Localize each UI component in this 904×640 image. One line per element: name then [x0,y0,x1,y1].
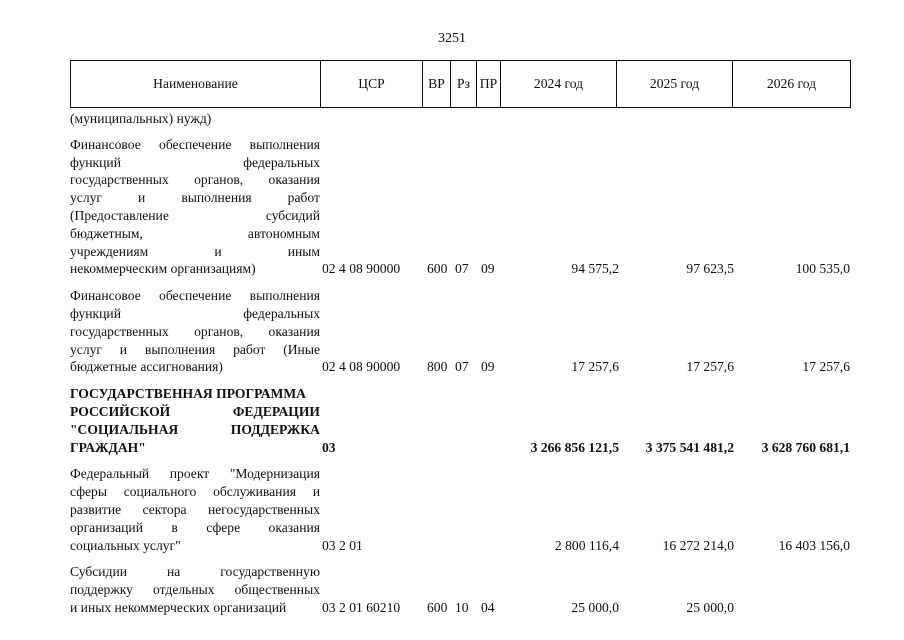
row-csr: 02 4 08 90000 [322,359,401,375]
table-body [70,110,850,617]
row-name [70,136,320,278]
table-header [70,60,851,108]
row-rz: 10 [455,599,469,615]
row-name-line: развитие сектора негосударственных [70,501,320,517]
row-amount-2025: 3 375 541 481,2 [645,439,734,455]
table-row [70,465,850,554]
row-amount-2026: 3 628 760 681,1 [761,439,850,455]
row-name [70,287,320,376]
row-rz: 07 [455,261,469,277]
row-amount-2026: 17 257,6 [802,359,850,375]
row-name-line: некоммерческим организациям) [70,261,256,277]
row-amount-2024: 25 000,0 [571,599,619,615]
row-name-line: бюджетные ассигнования) [70,359,223,375]
row-name-line: функций федеральных [70,305,320,321]
row-name-line: ГРАЖДАН" [70,439,146,455]
row-name-line: государственных органов, оказания [70,172,320,188]
row-name [70,110,320,128]
table-row [70,385,850,456]
page-number: 3251 [438,31,466,46]
row-name-line: государственных органов, оказания [70,323,320,339]
row-rz: 07 [455,359,469,375]
row-name-line: ГОСУДАРСТВЕННАЯ ПРОГРАММА [70,386,307,402]
row-name-line: Финансовое обеспечение выполнения [70,288,320,304]
column-header-2026: 2026 год [733,61,851,108]
row-name-line: Субсидии на государственную [70,564,320,580]
row-amount-2025: 16 272 214,0 [662,537,734,553]
row-pr: 09 [481,359,495,375]
row-name-line: "СОЦИАЛЬНАЯ ПОДДЕРЖКА [70,421,320,437]
column-header-2024: 2024 год [501,61,617,108]
column-header-vr: ВР [423,61,451,108]
row-name-line: (Предоставление субсидий [70,207,320,223]
row-amount-2025: 17 257,6 [686,359,734,375]
table-row [70,563,850,616]
row-amount-2024: 94 575,2 [571,261,619,277]
table-row [70,110,850,128]
column-header-2025: 2025 год [617,61,733,108]
row-csr: 03 2 01 60210 [322,599,401,615]
row-name-line: функций федеральных [70,154,320,170]
row-pr: 09 [481,261,495,277]
row-name-line: РОССИЙСКОЙ ФЕДЕРАЦИИ [70,403,320,419]
row-amount-2026: 100 535,0 [795,261,850,277]
column-header-rz: Рз [451,61,477,108]
row-name [70,465,320,554]
row-name-line: (муниципальных) нужд) [70,111,212,126]
row-vr: 600 [427,261,448,277]
row-amount-2026: 16 403 156,0 [778,537,850,553]
row-name [70,385,320,456]
row-name-line: услуг и выполнения работ (Иные [70,341,320,357]
row-vr: 800 [427,359,448,375]
row-csr: 03 [322,439,336,455]
row-csr: 02 4 08 90000 [322,261,401,277]
row-pr: 04 [481,599,495,615]
row-name-line: бюджетным, автономным [70,225,320,241]
row-name-line: организаций в сфере оказания [70,519,320,535]
row-name-line: Финансовое обеспечение выполнения [70,136,320,152]
row-name-line: социальных услуг" [70,537,181,553]
row-csr: 03 2 01 [322,537,363,553]
row-amount-2024: 17 257,6 [571,359,619,375]
row-amount-2025: 25 000,0 [686,599,734,615]
row-amount-2024: 3 266 856 121,5 [530,439,619,455]
row-amount-2024: 2 800 116,4 [554,537,619,553]
row-name-line: Федеральный проект "Модернизация [70,466,320,482]
row-vr: 600 [427,599,448,615]
row-name-line: услуг и выполнения работ [70,190,320,206]
row-name-line: поддержку отдельных общественных [70,582,320,598]
row-name-line: и иных некоммерческих организаций [70,599,287,615]
table-row [70,287,850,376]
column-header-csr: ЦСР [321,61,423,108]
table-row [70,136,850,278]
row-amount-2025: 97 623,5 [686,261,734,277]
column-header-name: Наименование [71,61,321,108]
column-header-pr: ПР [477,61,501,108]
row-name [70,563,320,616]
row-name-line: сферы социального обслуживания и [70,484,320,500]
row-name-line: учреждениям и иным [70,243,320,259]
